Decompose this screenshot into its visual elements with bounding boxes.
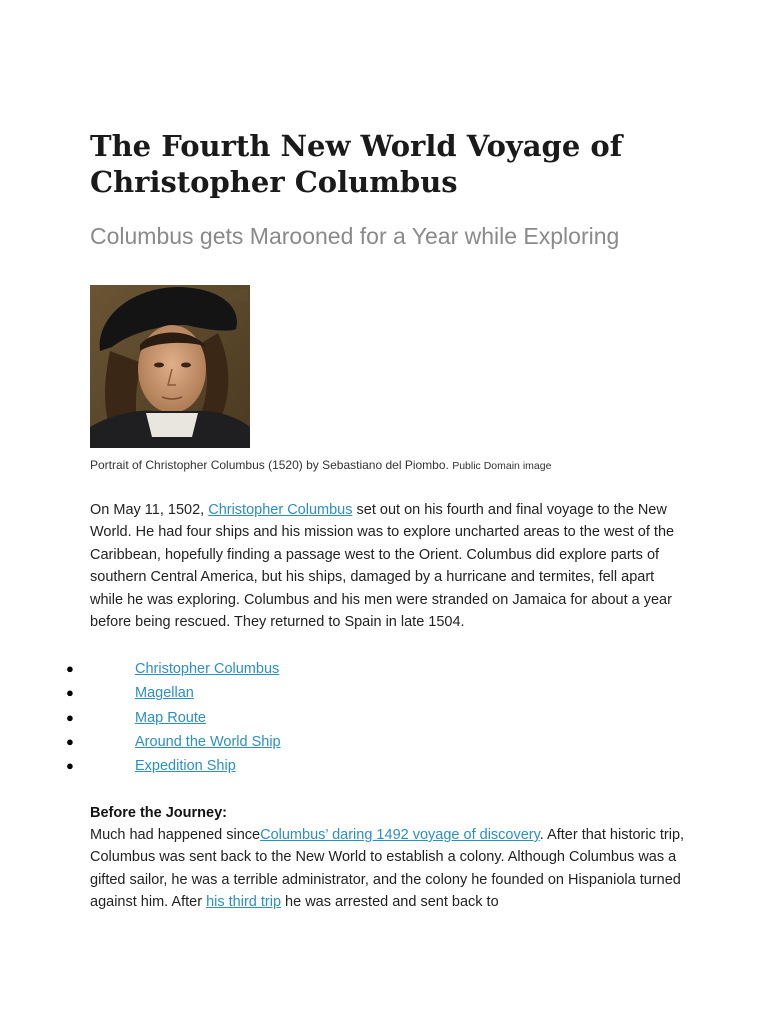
intro-paragraph xyxy=(90,499,690,633)
related-link-magellan[interactable]: Magellan xyxy=(135,685,194,702)
bullet-icon: ● xyxy=(66,709,74,725)
section-paragraph xyxy=(90,824,690,914)
related-link-christopher-columbus[interactable]: Christopher Columbus xyxy=(135,661,280,677)
section-heading: Before the Journey: xyxy=(90,805,227,821)
section-text-2: . After that historic trip, Columbus was sent back to the New World to establish a colony. Although Columbus was a gifted sailor, he was a terrible administrator, and the colony he founded on Hispaniola turned against him. After xyxy=(90,827,685,911)
related-link-expedition-ship[interactable]: Expedition Ship xyxy=(135,758,236,775)
columbus-portrait-image xyxy=(90,285,250,448)
bullet-icon: ● xyxy=(66,661,74,676)
caption-text: Portrait of Christopher Columbus (1520) by Sebastiano del Piombo. xyxy=(90,458,449,472)
related-link-map-route[interactable]: Map Route xyxy=(135,709,206,726)
third-trip-link[interactable]: his third trip xyxy=(206,894,282,911)
bullet-icon: ● xyxy=(66,733,74,749)
intro-text-after: set out on his fourth and final voyage to the New World. He had four ships and his mission was to explore uncharted areas to the west of the Caribbean, hopefully finding a passage west to the Orient. Columbus did explore parts of southern Central America, but his ships, damaged by a hurricane and termites, fell apart while he was exploring. Columbus and his men were stranded on Jamaica for about a year before being rescued. They returned to Spain in late 1504. xyxy=(90,502,675,631)
article-title: The Fourth New World Voyage of Christopher Columbus xyxy=(90,129,623,199)
image-caption xyxy=(90,456,551,475)
section-text-1: Much had happened since xyxy=(90,827,261,843)
bullet-icon: ● xyxy=(66,685,74,701)
bullet-icon: ● xyxy=(66,758,74,774)
intro-text-before: On May 11, 1502, xyxy=(90,502,209,518)
christopher-columbus-link[interactable]: Christopher Columbus xyxy=(208,502,353,518)
voyage-of-discovery-link[interactable]: Columbus’ daring 1492 voyage of discovery xyxy=(260,827,540,843)
caption-credit: Public Domain image xyxy=(452,460,552,472)
section-text-3: he was arrested and sent back to xyxy=(281,894,499,911)
article-subtitle: Columbus gets Marooned for a Year while Exploring xyxy=(90,223,620,249)
related-link-around-the-world-ship[interactable]: Around the World Ship xyxy=(135,733,281,750)
